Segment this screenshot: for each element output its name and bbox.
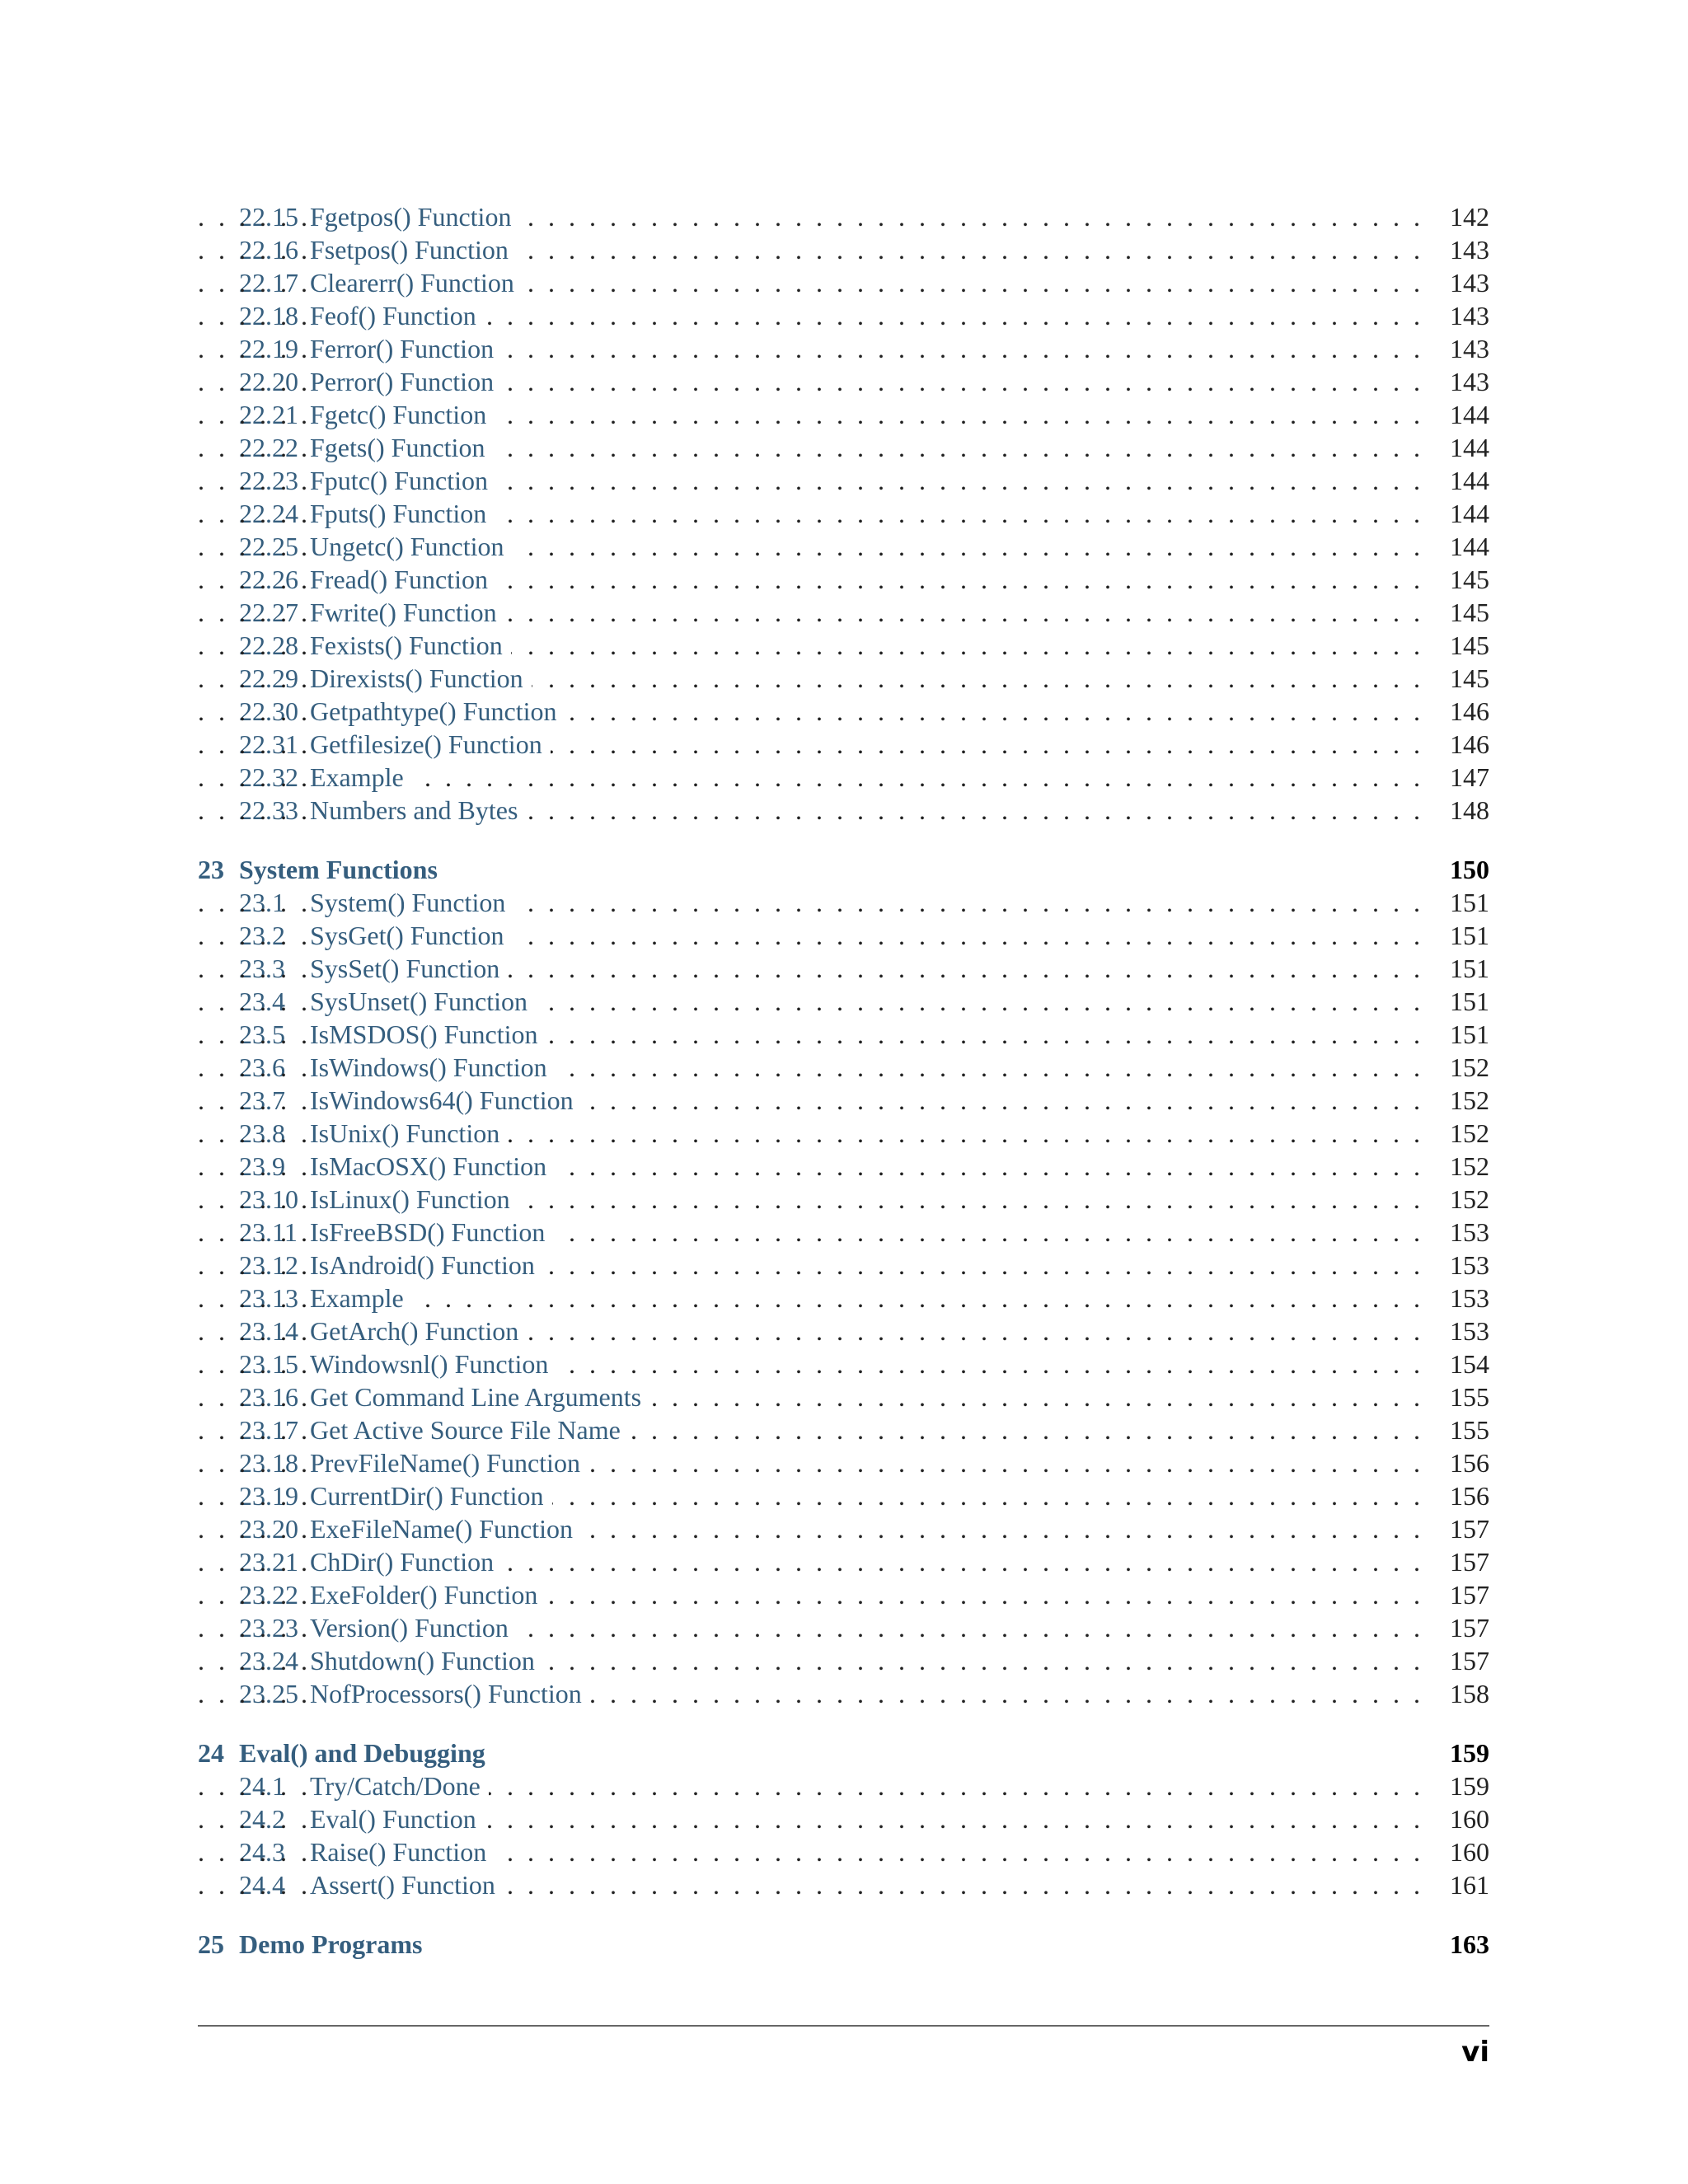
section-page-number: 153	[1450, 1283, 1489, 1313]
section-title-link[interactable]: Direxists() Function	[310, 663, 532, 693]
section-page-number: 148	[1450, 795, 1489, 825]
toc-section-entry[interactable]	[198, 761, 1489, 794]
toc-section-entry[interactable]	[198, 299, 1489, 332]
section-number: 22.15	[239, 202, 298, 232]
toc-section-entry[interactable]	[198, 1084, 1489, 1117]
toc-section-entry[interactable]	[198, 233, 1489, 266]
toc-section-entry[interactable]	[198, 497, 1489, 530]
section-page-number: 144	[1450, 532, 1489, 561]
toc-section-entry[interactable]	[198, 464, 1489, 497]
section-title-link[interactable]: IsWindows64() Function	[310, 1085, 582, 1115]
section-number: 23.16	[239, 1382, 298, 1412]
section-number: 22.16	[239, 235, 298, 265]
section-page-number: 145	[1450, 630, 1489, 660]
section-number: 22.30	[239, 696, 298, 726]
section-number: 23.22	[239, 1580, 298, 1610]
section-page-number: 143	[1450, 334, 1489, 363]
section-title-link[interactable]: Shutdown() Function	[310, 1646, 543, 1675]
toc-chapter-entry[interactable]	[198, 1736, 1489, 1769]
section-title-link[interactable]: GetArch() Function	[310, 1316, 527, 1346]
section-title-link[interactable]: Perror() Function	[310, 367, 502, 396]
toc-section-entry[interactable]	[198, 629, 1489, 662]
section-page-number: 156	[1450, 1448, 1489, 1478]
section-page-number: 157	[1450, 1613, 1489, 1643]
section-title-link[interactable]: Try/Catch/Done	[310, 1771, 489, 1801]
section-page-number: 158	[1450, 1679, 1489, 1708]
section-number: 22.25	[239, 532, 298, 561]
section-number: 23.14	[239, 1316, 298, 1346]
toc-section-entry[interactable]	[198, 200, 1489, 233]
section-number: 23.15	[239, 1349, 298, 1379]
section-title-link[interactable]: Fwrite() Function	[310, 598, 505, 627]
section-number: 22.24	[239, 499, 298, 528]
section-number: 24.1	[239, 1771, 285, 1801]
section-page-number: 159	[1450, 1771, 1489, 1801]
section-number: 23.21	[239, 1547, 298, 1577]
section-title-link[interactable]: Numbers and Bytes	[310, 795, 526, 825]
section-title-link[interactable]: System() Function	[310, 888, 513, 917]
section-number: 23.1	[239, 888, 285, 917]
section-number: 23.4	[239, 987, 285, 1016]
section-title-link[interactable]: IsMacOSX() Function	[310, 1151, 555, 1181]
section-title-link[interactable]: Fgets() Function	[310, 433, 493, 462]
toc-section-entry[interactable]	[198, 1769, 1489, 1802]
toc-section-entry[interactable]	[198, 1347, 1489, 1380]
section-title-link[interactable]: Fgetpos() Function	[310, 202, 519, 232]
section-number: 23.24	[239, 1646, 298, 1675]
section-title-link[interactable]: Clearerr() Function	[310, 268, 523, 298]
section-number: 22.31	[239, 729, 298, 759]
section-page-number: 144	[1450, 433, 1489, 462]
toc-section-entry[interactable]	[198, 1018, 1489, 1051]
section-page-number: 152	[1450, 1118, 1489, 1148]
section-title-link[interactable]: ExeFolder() Function	[310, 1580, 546, 1610]
section-title-link[interactable]: Example	[310, 762, 412, 792]
section-page-number: 144	[1450, 400, 1489, 429]
toc-section-entry[interactable]	[198, 530, 1489, 563]
section-page-number: 153	[1450, 1217, 1489, 1247]
toc-section-entry[interactable]	[198, 886, 1489, 919]
section-title-link[interactable]: Fread() Function	[310, 565, 496, 594]
section-page-number: 154	[1450, 1349, 1489, 1379]
section-number: 23.11	[239, 1217, 298, 1247]
section-number: 22.23	[239, 466, 298, 495]
section-title-link[interactable]: Windowsnl() Function	[310, 1349, 556, 1379]
section-page-number: 145	[1450, 598, 1489, 627]
section-number: 22.18	[239, 301, 298, 330]
chapter-page-number: 163	[1450, 1929, 1489, 1959]
section-number: 23.9	[239, 1151, 285, 1181]
section-title-link[interactable]: SysUnset() Function	[310, 987, 536, 1016]
section-number: 22.28	[239, 630, 298, 660]
toc-section-entry[interactable]	[198, 1835, 1489, 1868]
section-title-link[interactable]: Raise() Function	[310, 1837, 495, 1867]
section-number: 24.4	[239, 1870, 285, 1900]
section-title-link[interactable]: Getpathtype() Function	[310, 696, 565, 726]
section-page-number: 143	[1450, 367, 1489, 396]
toc-section-entry[interactable]	[198, 952, 1489, 985]
chapter-number: 24	[198, 1738, 224, 1768]
toc-section-entry[interactable]	[198, 1868, 1489, 1901]
section-page-number: 157	[1450, 1646, 1489, 1675]
section-number: 22.19	[239, 334, 298, 363]
section-page-number: 143	[1450, 235, 1489, 265]
toc-section-entry[interactable]	[198, 1802, 1489, 1835]
section-number: 23.13	[239, 1283, 298, 1313]
section-page-number: 146	[1450, 729, 1489, 759]
section-page-number: 145	[1450, 565, 1489, 594]
toc-section-entry[interactable]	[198, 1150, 1489, 1183]
footer-divider	[198, 2025, 1489, 2027]
section-page-number: 146	[1450, 696, 1489, 726]
toc-section-entry[interactable]	[198, 1249, 1489, 1282]
section-number: 22.26	[239, 565, 298, 594]
section-title-link[interactable]: Fgetc() Function	[310, 400, 495, 429]
section-title-link[interactable]: IsAndroid() Function	[310, 1250, 543, 1280]
toc-section-entry[interactable]	[198, 1117, 1489, 1150]
section-title-link[interactable]: Fputc() Function	[310, 466, 496, 495]
section-page-number: 160	[1450, 1804, 1489, 1834]
section-page-number: 153	[1450, 1316, 1489, 1346]
toc-section-entry[interactable]	[198, 1545, 1489, 1578]
section-page-number: 157	[1450, 1580, 1489, 1610]
section-number: 22.20	[239, 367, 298, 396]
table-of-contents	[198, 200, 1489, 1961]
section-number: 23.10	[239, 1184, 298, 1214]
section-number: 23.23	[239, 1613, 298, 1643]
toc-section-entry[interactable]	[198, 431, 1489, 464]
section-page-number: 143	[1450, 301, 1489, 330]
chapter-title-link[interactable]: System Functions	[239, 855, 438, 884]
section-number: 23.19	[239, 1481, 298, 1511]
section-page-number: 145	[1450, 663, 1489, 693]
section-page-number: 151	[1450, 921, 1489, 950]
toc-section-entry[interactable]	[198, 398, 1489, 431]
section-title-link[interactable]: Assert() Function	[310, 1870, 504, 1900]
section-number: 24.2	[239, 1804, 285, 1834]
section-page-number: 143	[1450, 268, 1489, 298]
section-title-link[interactable]: IsLinux() Function	[310, 1184, 518, 1214]
section-number: 23.25	[239, 1679, 298, 1708]
section-number: 22.32	[239, 762, 298, 792]
section-number: 22.17	[239, 268, 298, 298]
chapter-title-link[interactable]: Demo Programs	[239, 1929, 423, 1959]
toc-section-entry[interactable]	[198, 662, 1489, 695]
section-title-link[interactable]: Example	[310, 1283, 412, 1313]
toc-section-entry[interactable]	[198, 1216, 1489, 1249]
section-title-link[interactable]: PrevFileName() Function	[310, 1448, 588, 1478]
toc-section-entry[interactable]	[198, 332, 1489, 365]
section-number: 23.5	[239, 1019, 285, 1049]
section-page-number: 152	[1450, 1184, 1489, 1214]
section-title-link[interactable]: Fsetpos() Function	[310, 235, 517, 265]
section-number: 22.27	[239, 598, 298, 627]
toc-section-entry[interactable]	[198, 728, 1489, 761]
section-title-link[interactable]: SysSet() Function	[310, 954, 508, 983]
section-number: 22.33	[239, 795, 298, 825]
toc-section-entry[interactable]	[198, 563, 1489, 596]
chapter-number: 23	[198, 855, 224, 884]
toc-section-entry[interactable]	[198, 794, 1489, 827]
section-title-link[interactable]: Feof() Function	[310, 301, 485, 330]
section-page-number: 157	[1450, 1514, 1489, 1544]
section-number: 23.18	[239, 1448, 298, 1478]
toc-section-entry[interactable]	[198, 695, 1489, 728]
section-title-link[interactable]: Get Command Line Arguments	[310, 1382, 649, 1412]
toc-section-entry[interactable]	[198, 1479, 1489, 1512]
section-title-link[interactable]: IsFreeBSD() Function	[310, 1217, 553, 1247]
chapter-page-number: 150	[1450, 855, 1489, 884]
toc-section-entry[interactable]	[198, 1578, 1489, 1611]
section-page-number: 151	[1450, 987, 1489, 1016]
section-title-link[interactable]: Version() Function	[310, 1613, 517, 1643]
section-number: 23.6	[239, 1052, 285, 1082]
toc-section-entry[interactable]	[198, 1512, 1489, 1545]
section-number: 23.20	[239, 1514, 298, 1544]
section-title-link[interactable]: Get Active Source File Name	[310, 1415, 629, 1445]
toc-section-entry[interactable]	[198, 1413, 1489, 1446]
section-title-link[interactable]: Getfilesize() Function	[310, 729, 551, 759]
toc-chapter-entry[interactable]	[198, 853, 1489, 886]
section-title-link[interactable]: NofProcessors() Function	[310, 1679, 590, 1708]
section-page-number: 142	[1450, 202, 1489, 232]
section-number: 24.3	[239, 1837, 285, 1867]
toc-section-entry[interactable]	[198, 919, 1489, 952]
section-page-number: 147	[1450, 762, 1489, 792]
section-page-number: 151	[1450, 954, 1489, 983]
section-number: 23.3	[239, 954, 285, 983]
toc-section-entry[interactable]	[198, 1183, 1489, 1216]
chapter-title-link[interactable]: Eval() and Debugging	[239, 1738, 485, 1768]
toc-chapter-entry[interactable]	[198, 1928, 1489, 1961]
section-title-link[interactable]: IsMSDOS() Function	[310, 1019, 546, 1049]
chapter-page-number: 159	[1450, 1738, 1489, 1768]
toc-section-entry[interactable]	[198, 596, 1489, 629]
section-number: 23.12	[239, 1250, 298, 1280]
section-page-number: 152	[1450, 1085, 1489, 1115]
section-number: 23.17	[239, 1415, 298, 1445]
section-title-link[interactable]: IsUnix() Function	[310, 1118, 508, 1148]
section-number: 23.7	[239, 1085, 285, 1115]
section-number: 22.21	[239, 400, 298, 429]
section-page-number: 152	[1450, 1151, 1489, 1181]
section-page-number: 144	[1450, 466, 1489, 495]
section-page-number: 151	[1450, 1019, 1489, 1049]
section-title-link[interactable]: Fputs() Function	[310, 499, 495, 528]
section-page-number: 153	[1450, 1250, 1489, 1280]
section-page-number: 152	[1450, 1052, 1489, 1082]
section-title-link[interactable]: Ferror() Function	[310, 334, 502, 363]
section-number: 22.22	[239, 433, 298, 462]
section-page-number: 144	[1450, 499, 1489, 528]
section-title-link[interactable]: Fexists() Function	[310, 630, 511, 660]
toc-section-entry[interactable]	[198, 1677, 1489, 1710]
section-page-number: 155	[1450, 1382, 1489, 1412]
section-title-link[interactable]: ChDir() Function	[310, 1547, 502, 1577]
section-page-number: 156	[1450, 1481, 1489, 1511]
toc-section-entry[interactable]	[198, 985, 1489, 1018]
section-title-link[interactable]: IsWindows() Function	[310, 1052, 556, 1082]
toc-section-entry[interactable]	[198, 266, 1489, 299]
section-page-number: 157	[1450, 1547, 1489, 1577]
toc-section-entry[interactable]	[198, 1051, 1489, 1084]
section-page-number: 161	[1450, 1870, 1489, 1900]
toc-section-entry[interactable]	[198, 365, 1489, 398]
section-number: 23.8	[239, 1118, 285, 1148]
section-title-link[interactable]: SysGet() Function	[310, 921, 513, 950]
section-number: 22.29	[239, 663, 298, 693]
section-page-number: 155	[1450, 1415, 1489, 1445]
chapter-number: 25	[198, 1929, 224, 1959]
toc-section-entry[interactable]	[198, 1282, 1489, 1315]
section-title-link[interactable]: ExeFileName() Function	[310, 1514, 581, 1544]
section-title-link[interactable]: CurrentDir() Function	[310, 1481, 552, 1511]
section-title-link[interactable]: Eval() Function	[310, 1804, 485, 1834]
toc-section-entry[interactable]	[198, 1380, 1489, 1413]
toc-section-entry[interactable]	[198, 1446, 1489, 1479]
footer-page-number: vi	[1461, 2036, 1489, 2069]
section-number: 23.2	[239, 921, 285, 950]
section-title-link[interactable]: Ungetc() Function	[310, 532, 513, 561]
toc-section-entry[interactable]	[198, 1611, 1489, 1644]
section-page-number: 160	[1450, 1837, 1489, 1867]
toc-section-entry[interactable]	[198, 1315, 1489, 1347]
section-page-number: 151	[1450, 888, 1489, 917]
toc-section-entry[interactable]	[198, 1644, 1489, 1677]
